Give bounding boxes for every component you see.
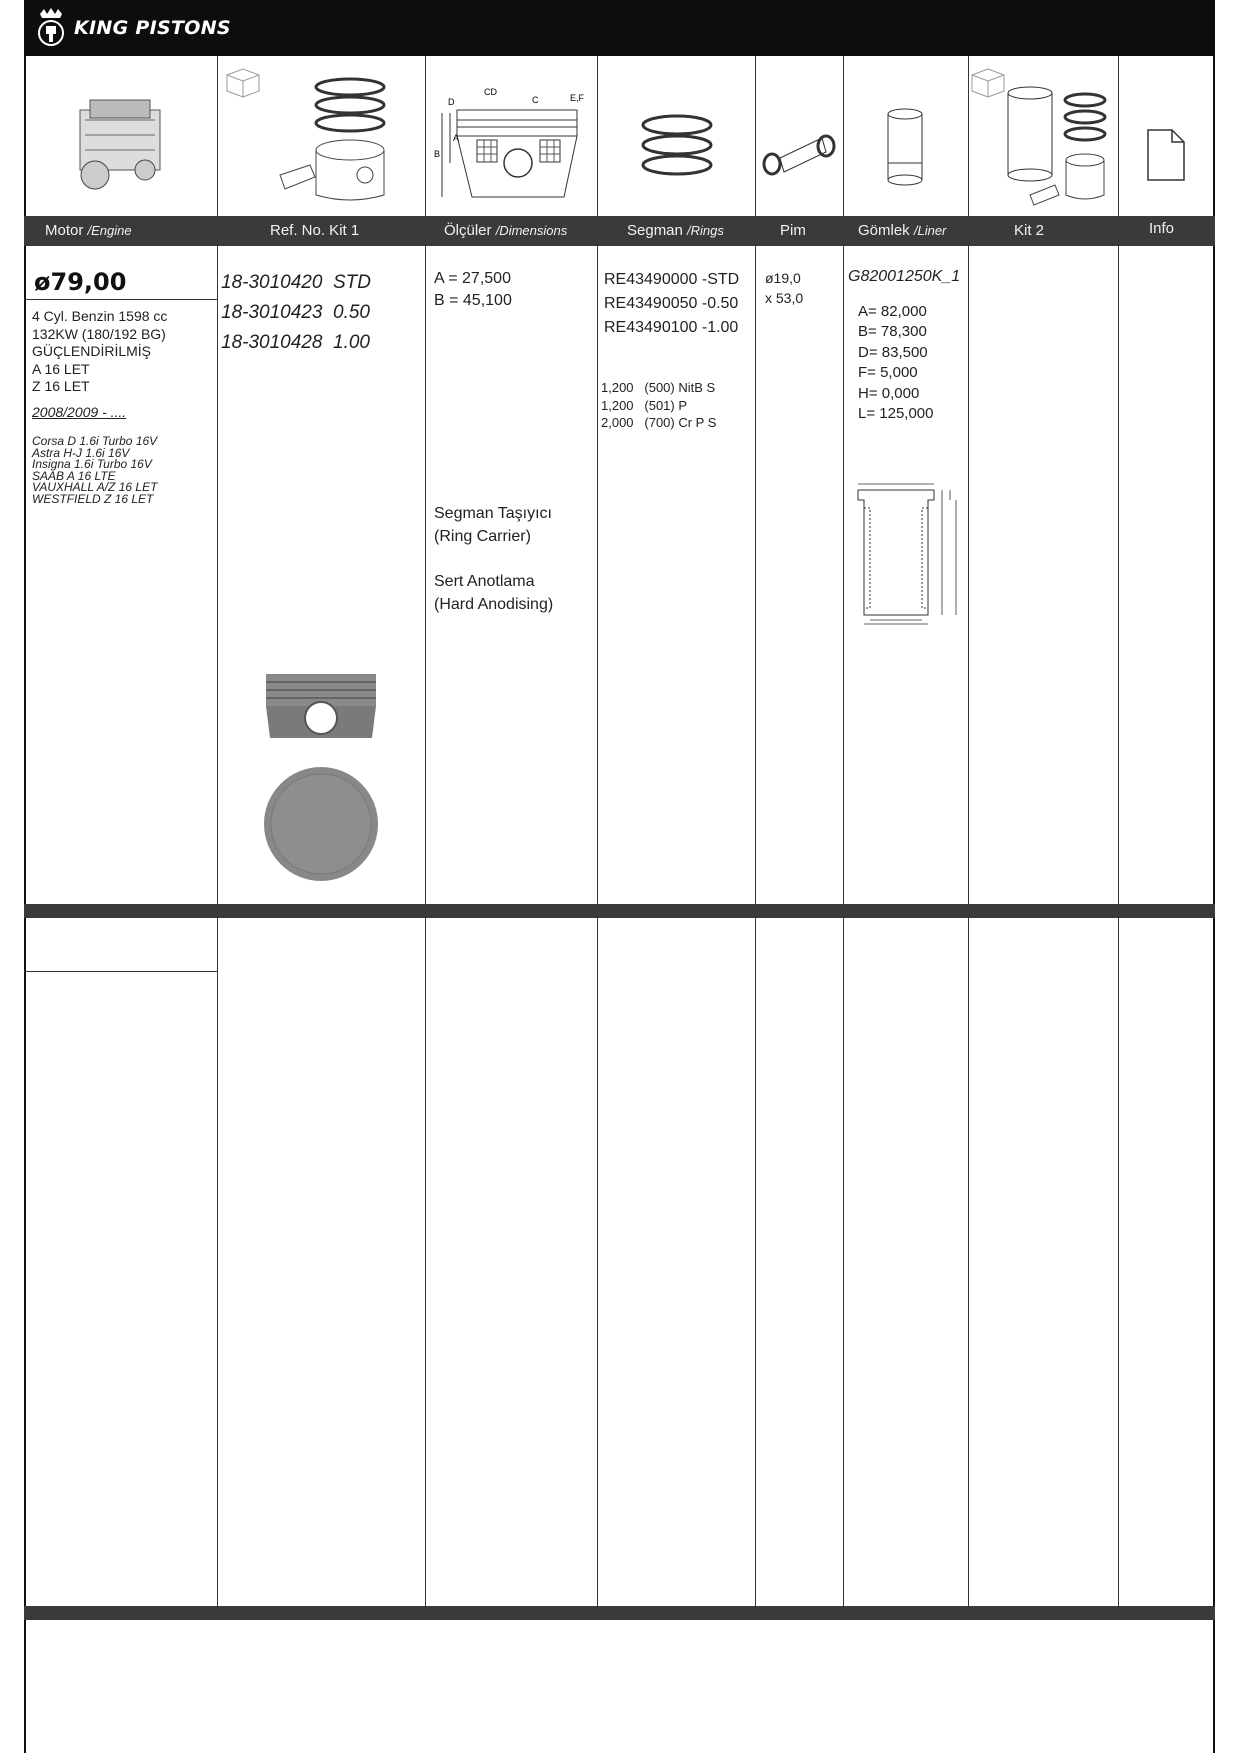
dimension-b: B = 45,100 <box>434 292 512 309</box>
liner-value: D= 83,500 <box>858 343 928 361</box>
ref-code[interactable]: 18-3010423 <box>221 302 323 323</box>
pin-length: x 53,0 <box>765 290 804 306</box>
engine-spec-line: Z 16 LET <box>32 378 90 395</box>
dimension-values <box>434 268 512 312</box>
engine-spec-line: 132KW (180/192 BG) <box>32 325 166 342</box>
col-divider <box>843 56 844 1606</box>
ref-code[interactable]: 18-3010420 <box>221 272 323 293</box>
engine-spec-line: 4 Cyl. Benzin 1598 cc <box>32 308 168 324</box>
liner-value: A= 82,000 <box>858 303 927 320</box>
document-icon[interactable] <box>1146 128 1186 182</box>
engine-specs <box>32 308 167 396</box>
ring-specs <box>601 379 716 432</box>
liner-value: L= 125,000 <box>858 405 934 423</box>
ring-spec-row: 1,200 (501) P <box>601 397 688 413</box>
ref-size: 0.50 <box>333 302 370 323</box>
engine-spec-line: GÜÇLENDİRİLMİŞ <box>32 343 152 360</box>
rings-image <box>635 110 720 190</box>
col-divider <box>425 56 426 1606</box>
kit2-image <box>970 65 1115 210</box>
ref-number-row <box>221 328 371 358</box>
piston-top-photo <box>262 765 380 883</box>
piston-side-photo <box>262 672 380 740</box>
vehicle-item: Insigna 1.6i Turbo 16V <box>32 457 152 472</box>
model-years: 2008/2009 - .... <box>32 404 127 420</box>
ring-carrier-note: Segman Taşıyıcı <box>434 505 552 522</box>
header-kit2: Kit 2 <box>1014 222 1045 239</box>
row-divider <box>24 971 217 972</box>
ring-code[interactable]: RE43490050 -0.50 <box>604 295 739 312</box>
liner-diagram <box>852 480 964 625</box>
header-liner: Gömlek /Liner <box>858 222 947 239</box>
page-frame <box>24 0 1215 1753</box>
header-rings: Segman /Rings <box>627 222 724 239</box>
liner-value: H= 0,000 <box>858 384 920 402</box>
header-motor: Motor /Engine <box>45 222 132 239</box>
header-ref: Ref. No. Kit 1 <box>270 222 360 239</box>
svg-text:D: D <box>448 97 455 107</box>
ring-spec-row: 2,000 (700) Cr P S <box>601 415 717 430</box>
col-divider <box>1118 56 1119 1606</box>
pin-diameter: ø19,0 <box>765 270 801 286</box>
crown-piston-icon <box>36 8 66 48</box>
vehicle-item: WESTFIELD Z 16 LET <box>32 491 154 506</box>
liner-code[interactable]: G82001250K_1 <box>848 268 961 285</box>
dimension-a: A = 27,500 <box>434 270 511 287</box>
header-info: Info <box>1149 220 1175 237</box>
brand-name: KING PISTONS <box>74 17 231 39</box>
liner-value: F= 5,000 <box>858 364 918 382</box>
col-divider <box>968 56 969 1606</box>
vehicle-item: Corsa D 1.6i Turbo 16V <box>32 434 158 448</box>
liner-value: B= 78,300 <box>858 323 927 341</box>
ring-spec-row: 1,200 (500) NitB S <box>601 380 716 395</box>
ref-number-row <box>221 268 371 298</box>
hard-anodising-note: Sert Anotlama <box>434 573 535 590</box>
col-divider <box>597 56 598 1606</box>
ring-code[interactable]: RE43490100 -1.00 <box>604 319 739 336</box>
kit1-image <box>225 65 420 210</box>
ref-code[interactable]: 18-3010428 <box>221 332 323 353</box>
ring-code[interactable]: RE43490000 -STD <box>604 271 740 288</box>
svg-text:C: C <box>532 95 539 105</box>
ring-carrier-note-en: (Ring Carrier) <box>434 528 531 545</box>
svg-text:CD: CD <box>484 87 497 97</box>
section-separator <box>24 1606 1215 1620</box>
pin-image <box>760 130 838 180</box>
dimensions-diagram <box>432 85 597 203</box>
header-pin: Pim <box>780 222 806 239</box>
bore-diameter: ø79,00 <box>34 268 127 296</box>
row-divider <box>24 299 217 300</box>
svg-text:E,F: E,F <box>570 93 585 103</box>
engine-image <box>60 90 180 200</box>
section-separator <box>24 904 1215 918</box>
feature-notes <box>434 502 553 616</box>
header-dimensions: Ölçüler /Dimensions <box>444 222 568 239</box>
svg-text:B: B <box>434 149 441 159</box>
pin-specs <box>765 268 803 308</box>
col-divider <box>755 56 756 1606</box>
vehicle-item: SAAB A 16 LTE <box>32 468 116 483</box>
liner-image <box>885 108 925 186</box>
brand-logo <box>36 6 231 50</box>
vehicle-list <box>32 436 157 506</box>
ring-codes <box>604 268 739 340</box>
hard-anodising-note-en: (Hard Anodising) <box>434 596 554 613</box>
vehicle-item: VAUXHALL A/Z 16 LET <box>32 480 158 495</box>
engine-spec-line: A 16 LET <box>32 360 90 377</box>
liner-values <box>858 302 934 424</box>
ref-number-row <box>221 298 371 328</box>
svg-text:A: A <box>453 133 460 143</box>
ref-size: STD <box>333 272 371 293</box>
col-divider <box>217 56 218 1606</box>
ref-size: 1.00 <box>333 332 370 353</box>
ref-number-list <box>221 268 371 358</box>
vehicle-item: Astra H-J 1.6i 16V <box>32 445 130 460</box>
